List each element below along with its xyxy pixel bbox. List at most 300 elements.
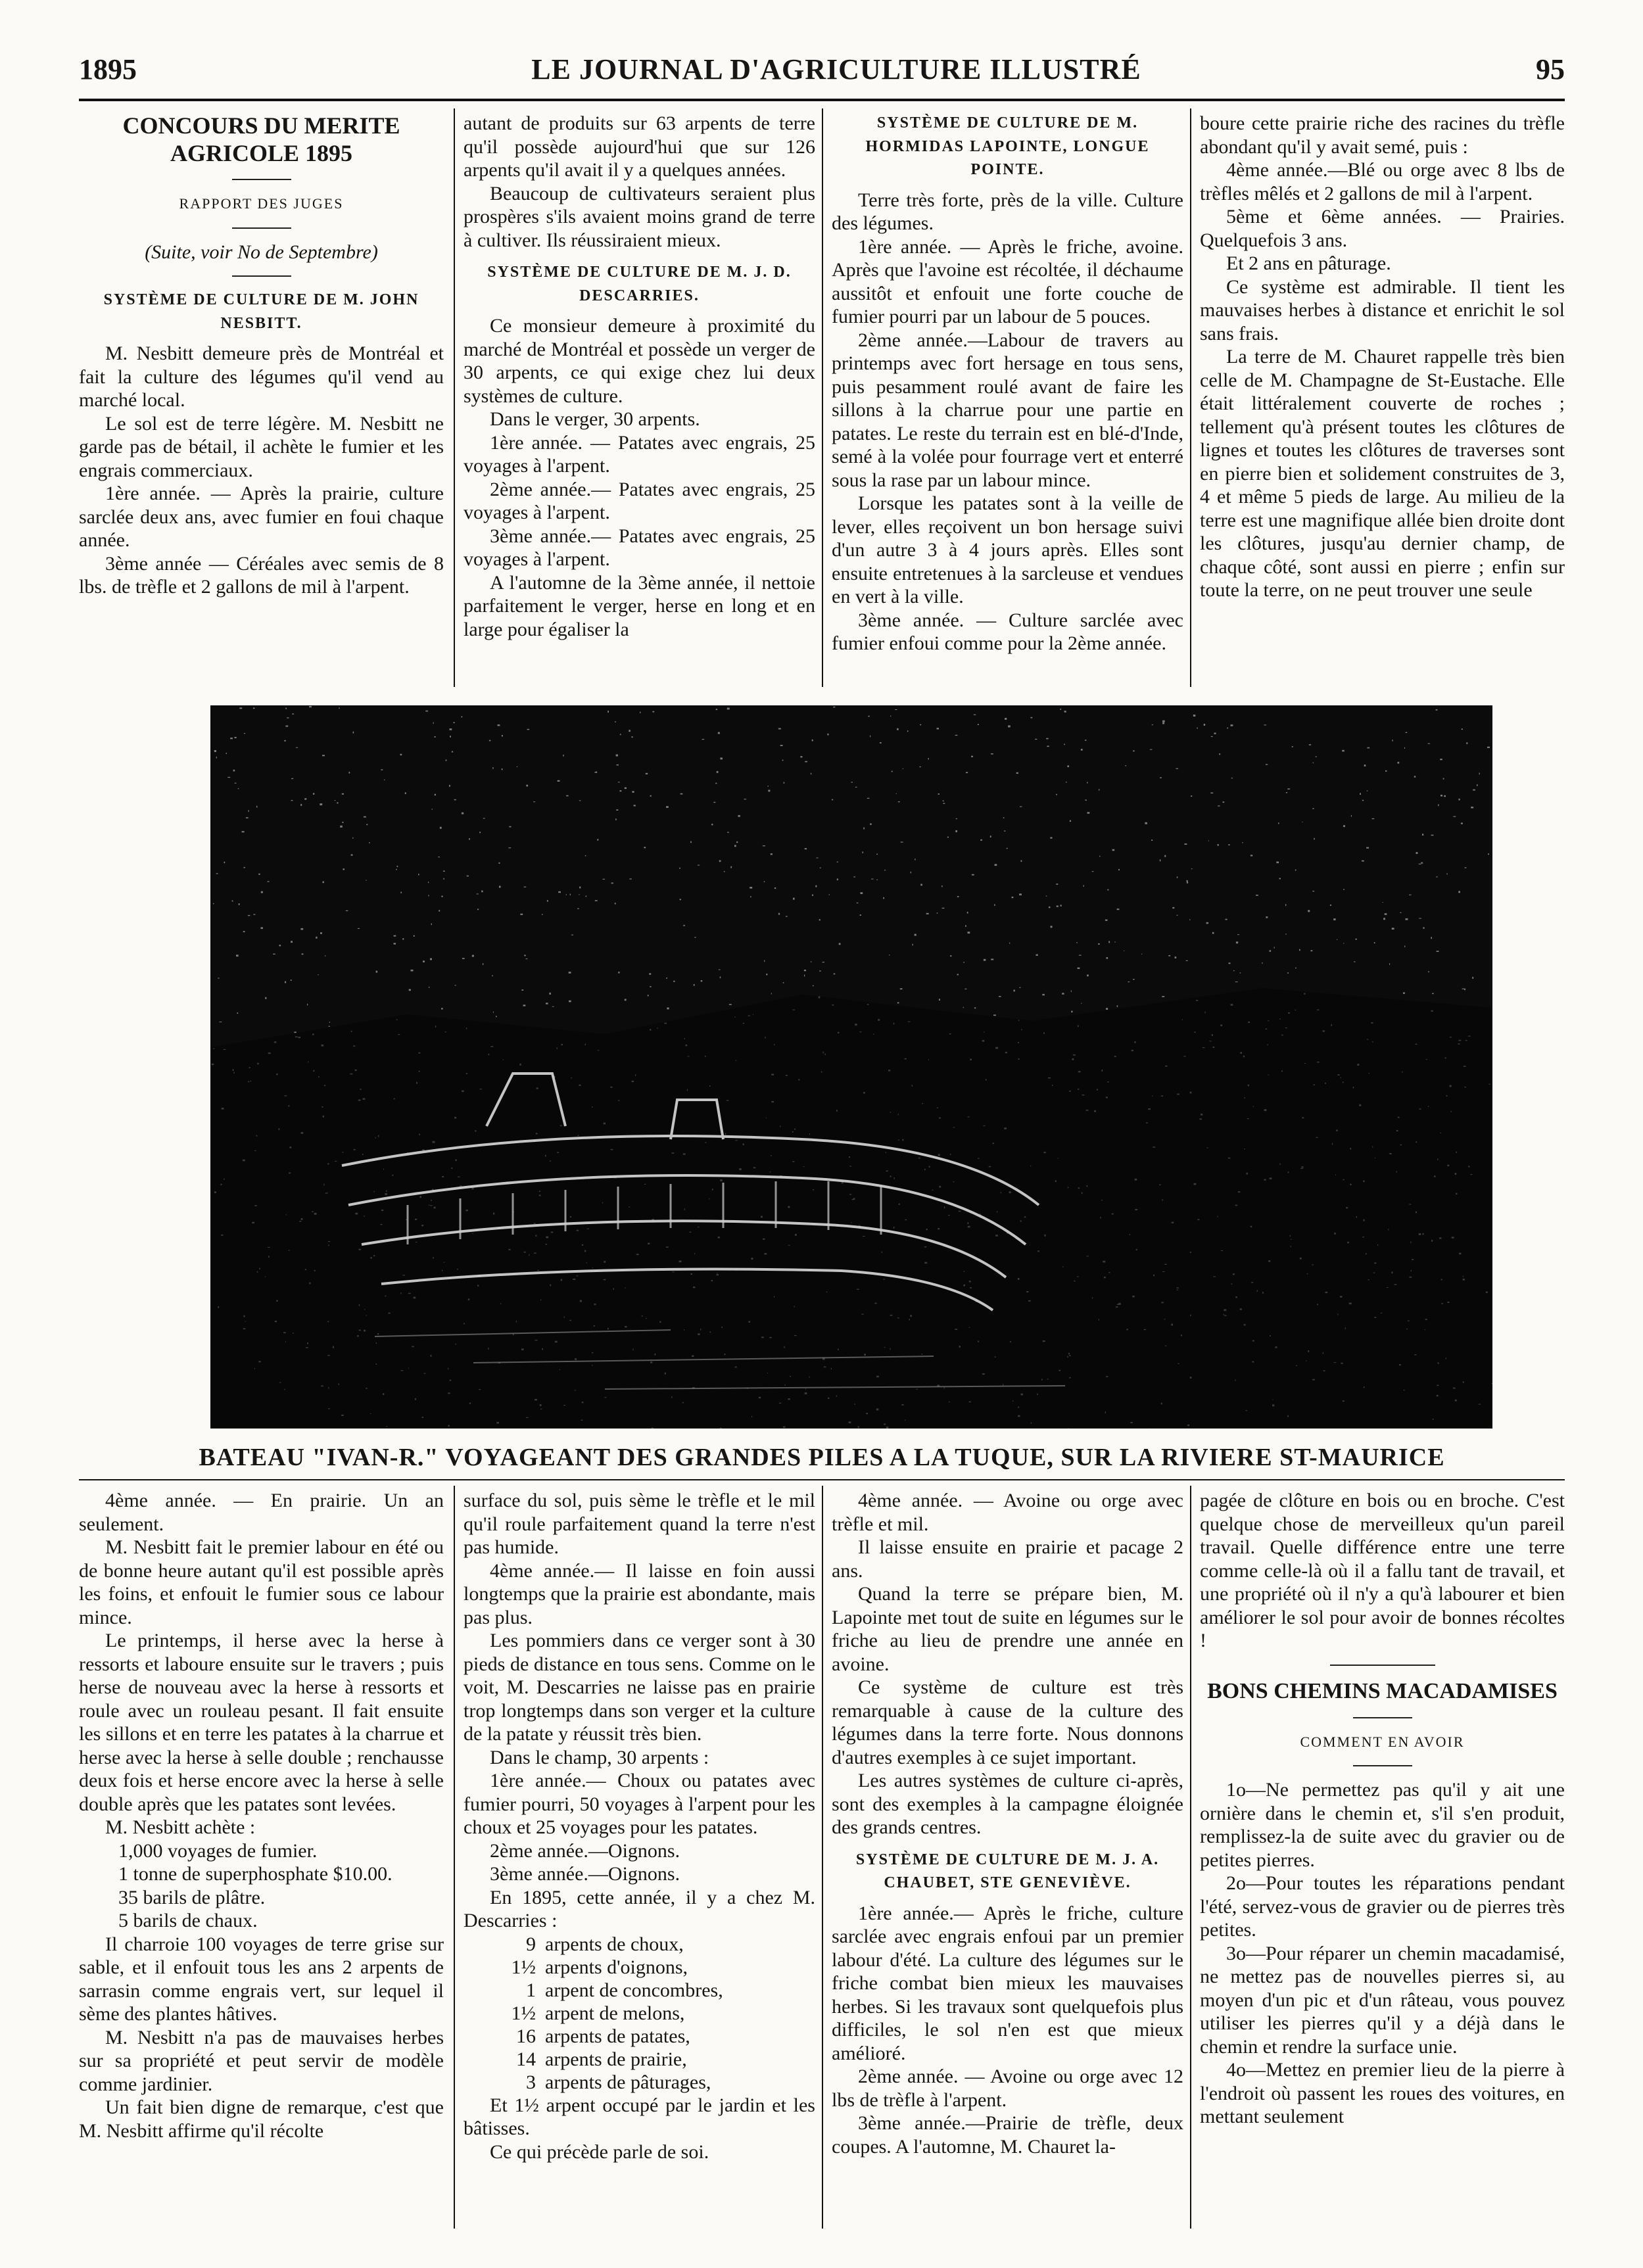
paragraph: En 1895, cette année, il y a chez M. Descarries : [464, 1886, 815, 1931]
purchase-item: 1,000 voyages de fumier. [118, 1839, 318, 1862]
photo-grain [1278, 822, 1279, 824]
photo-grain [496, 1016, 497, 1017]
photo-grain [829, 894, 830, 895]
paragraph: Dans le verger, 30 arpents. [490, 408, 700, 430]
photo-grain [569, 1001, 571, 1003]
photo-grain [381, 769, 383, 770]
photo-grain [698, 865, 700, 866]
photo-grain [620, 790, 622, 791]
photo-grain [666, 978, 667, 979]
paragraph: Et 1½ arpent occupé par le jardin et les bâtisses. [464, 2094, 815, 2139]
photo-grain [291, 980, 292, 981]
photo-grain [1020, 987, 1021, 988]
paragraph: M. Nesbitt demeure près de Montréal et fait la culture des légumes qu'il vend au marché local. [79, 343, 444, 411]
photo-grain [1051, 926, 1053, 928]
photo-grain [1416, 852, 1418, 854]
photo-grain [235, 783, 237, 784]
photo-grain [1292, 746, 1293, 747]
photo-grain [227, 777, 230, 778]
photo-grain [1064, 711, 1066, 713]
photo-grain [1406, 918, 1408, 920]
article-column-1-bottom [79, 1489, 444, 2232]
photo-grain [214, 750, 216, 752]
photo-grain [729, 1004, 732, 1005]
crop-label: arpents d'oignons, [545, 1956, 688, 1978]
photo-grain [1287, 788, 1290, 790]
photo-grain [1057, 906, 1059, 907]
crop-quantity: 1½ [511, 1956, 536, 1978]
photo-grain [750, 896, 751, 897]
crop-label: arpents de choux, [545, 1933, 684, 1955]
photo-grain [443, 878, 444, 880]
photo-grain [1444, 795, 1446, 797]
paragraph: Terre très forte, près de la ville. Culture des légumes. [832, 189, 1183, 234]
photo-grain [265, 997, 266, 999]
photo-grain [938, 793, 940, 795]
photo-grain [291, 941, 293, 943]
crop-quantity: 3 [526, 2071, 536, 2093]
photo-grain [285, 981, 286, 983]
list-item [464, 2002, 815, 2025]
photo-grain [666, 806, 669, 808]
photo-grain [261, 927, 263, 929]
photo-grain [955, 830, 957, 832]
paragraph: 4ème année. — Avoine ou orge avec trèfle et mil. [832, 1490, 1183, 1535]
photo-grain [991, 958, 993, 960]
photo-grain [804, 975, 805, 977]
steamboat-illustration [210, 705, 1492, 1429]
photo-grain [1256, 895, 1258, 896]
article-column-2-top [464, 112, 815, 684]
journal-title: LE JOURNAL D'AGRICULTURE ILLUSTRÉ [531, 53, 1141, 85]
photo-grain [898, 801, 900, 802]
photo-grain [316, 937, 317, 939]
photo-grain [1330, 905, 1331, 906]
photo-grain [1162, 722, 1164, 724]
photo-grain [428, 882, 429, 883]
photo-grain [690, 841, 692, 843]
photo-grain [307, 1004, 308, 1006]
paragraph: Un fait bien digne de remarque, c'est que M. Nesbitt affirme qu'il récolte [79, 2096, 444, 2142]
photo-grain [897, 1003, 899, 1004]
photo-grain [720, 757, 723, 759]
photo-grain [1458, 891, 1460, 893]
photo-grain [1431, 937, 1432, 939]
photo-grain [1071, 990, 1072, 992]
photo-grain [956, 818, 957, 819]
photo-grain [683, 925, 684, 926]
photo-grain [472, 955, 474, 957]
photo-grain [819, 970, 821, 971]
photo-grain [1356, 939, 1357, 940]
photo-grain [285, 708, 287, 709]
photo-grain [1175, 957, 1177, 958]
photo-grain [313, 793, 314, 795]
photo-grain [1176, 768, 1178, 769]
photo-grain [1204, 724, 1205, 726]
photo-grain [680, 899, 681, 900]
photo-grain [1168, 955, 1170, 957]
paragraph: Quand la terre se prépare bien, M. Lapointe met tout de suite en légumes sur le friche au lieu de prendre une année en avoine. [832, 1583, 1183, 1675]
photo-grain [607, 711, 609, 713]
photo-grain [246, 817, 249, 818]
photo-grain [509, 826, 511, 828]
photo-grain [1172, 907, 1174, 909]
paragraph: 4ème année.— Il laisse en foin aussi longtemps que la prairie est abondante, mais pas plus. [464, 1559, 815, 1628]
photo-grain [1087, 975, 1089, 977]
photo-grain [963, 1007, 964, 1008]
photo-grain [967, 912, 968, 914]
photo-grain [1036, 955, 1038, 956]
photo-grain [718, 732, 720, 734]
photo-grain [423, 960, 425, 962]
section-heading: SYSTÈME DE CULTURE DE M. HORMIDAS LAPOINTE, LONGUE POINTE. [865, 114, 1150, 178]
photo-grain [287, 717, 289, 718]
photo-grain [479, 832, 481, 833]
photo-grain [1193, 715, 1196, 717]
crop-label: arpent de melons, [545, 2002, 685, 2024]
photo-grain [768, 790, 770, 791]
photo-grain [1009, 943, 1010, 944]
divider [232, 227, 291, 229]
column-divider [822, 1486, 823, 2229]
photo-grain [1464, 989, 1465, 991]
photo-grain [943, 803, 945, 804]
photo-grain [1162, 996, 1164, 997]
photo-grain [717, 771, 719, 773]
photo-grain [1461, 822, 1463, 824]
photo-grain [394, 943, 396, 944]
paragraph: Il charroie 100 voyages de terre grise sur sable, et il enfouit tous les ans 2 arpents de sarrasin comme engrais vert, sur lequel il sème des plantes hâtives. [79, 1933, 444, 2025]
photo-grain [1443, 778, 1444, 780]
photo-grain [652, 711, 654, 713]
photo-grain [349, 772, 350, 774]
photo-grain [273, 954, 275, 955]
photo-grain [1233, 970, 1235, 971]
photo-grain [248, 915, 250, 916]
photo-grain [579, 894, 580, 895]
photo-grain [1242, 842, 1243, 843]
photo-grain [492, 767, 493, 769]
photo-grain [284, 740, 286, 742]
photo-grain [815, 886, 817, 887]
photo-grain [673, 981, 675, 982]
photo-grain [1385, 770, 1387, 772]
photo-grain [1423, 927, 1424, 928]
photo-grain [694, 984, 695, 986]
photo-grain [937, 728, 939, 729]
photo-grain [941, 886, 942, 887]
photo-grain [585, 855, 586, 856]
photo-grain [1404, 747, 1405, 749]
crop-quantity: 9 [526, 1933, 536, 1955]
photo-grain [1299, 949, 1300, 951]
column-divider [454, 1486, 455, 2229]
photo-grain [991, 753, 993, 755]
photo-grain [793, 898, 795, 900]
photo-grain [1185, 843, 1187, 845]
photo-grain [634, 805, 636, 806]
photo-grain [1279, 878, 1281, 880]
photo-grain [1403, 993, 1405, 994]
photo-grain [1343, 825, 1345, 827]
photo-grain [318, 974, 319, 975]
photo-grain [1441, 795, 1442, 797]
photo-grain [1398, 762, 1400, 764]
header-year: 1895 [79, 53, 137, 85]
photo-grain [224, 862, 226, 863]
photo-grain [1287, 972, 1289, 974]
photo-grain [897, 728, 899, 730]
photo-grain [629, 878, 632, 879]
photo-grain [443, 870, 445, 872]
photo-grain [477, 909, 479, 910]
photo-grain [239, 707, 242, 709]
photo-grain [1392, 928, 1394, 930]
photo-grain [1152, 724, 1153, 725]
photo-grain [603, 879, 606, 880]
paragraph: 2ème année.— Patates avec engrais, 25 voyages à l'arpent. [464, 478, 815, 523]
photo-grain [428, 895, 429, 896]
photo-grain [1428, 971, 1429, 972]
photo-grain [364, 816, 366, 818]
photo-grain [1107, 889, 1108, 891]
crop-quantity: 1½ [511, 2002, 536, 2024]
paragraph: 4ème année.—Blé ou orge avec 8 lbs de trèfles mêlés et 2 gallons de mil à l'arpent. [1200, 159, 1565, 204]
photo-grain [778, 728, 781, 730]
photo-grain [937, 912, 938, 913]
paragraph: 1ère année. — Patates avec engrais, 25 voyages à l'arpent. [464, 431, 815, 477]
header-rule [79, 99, 1565, 101]
photo-grain [833, 707, 835, 708]
photo-grain [1056, 884, 1058, 885]
photo-grain [394, 935, 396, 937]
photo-grain [834, 974, 836, 975]
photo-grain [1487, 747, 1490, 748]
photo-grain [868, 716, 869, 717]
photo-grain [450, 736, 451, 738]
photo-grain [950, 955, 951, 957]
photo-grain [402, 938, 404, 939]
photo-grain [1064, 744, 1065, 745]
photo-grain [235, 737, 237, 738]
photo-grain [1004, 830, 1005, 831]
photo-grain [1362, 800, 1364, 801]
photo-grain [701, 980, 703, 981]
photo-grain [1488, 853, 1489, 855]
photo-grain [1309, 744, 1311, 745]
photo-grain [1270, 950, 1272, 952]
photo-grain [1285, 933, 1287, 934]
photo-grain [715, 783, 717, 784]
photo-grain [1191, 795, 1192, 797]
photo-grain [339, 707, 340, 709]
photo-grain [351, 855, 353, 856]
photo-grain [1360, 793, 1361, 795]
photo-grain [597, 839, 598, 841]
photo-grain [579, 887, 581, 889]
photo-grain [405, 792, 406, 794]
photo-grain [569, 972, 571, 974]
photo-grain [440, 827, 442, 829]
column-divider [1190, 108, 1191, 687]
article-column-3-top [832, 112, 1183, 684]
photo-grain [1231, 724, 1233, 726]
photo-grain [771, 853, 773, 855]
paragraph: Les autres systèmes de culture ci-après, sont des exemples à la campagne éloignée des grands centres. [832, 1770, 1183, 1838]
photo-grain [629, 730, 631, 732]
photo-grain [418, 874, 419, 875]
photo-grain [586, 896, 587, 897]
photo-grain [926, 913, 929, 914]
photo-grain [1419, 918, 1421, 919]
photo-grain [1333, 918, 1335, 920]
photo-grain [957, 896, 959, 897]
photo-grain [965, 925, 966, 926]
photo-grain [1060, 709, 1061, 710]
photo-grain [242, 831, 245, 832]
photo-grain [1389, 963, 1390, 965]
photo-grain [972, 874, 974, 876]
purchase-item: 5 barils de chaux. [118, 1910, 258, 1931]
photo-grain [1020, 861, 1022, 862]
photo-grain [667, 1008, 669, 1010]
photo-grain [1062, 993, 1064, 995]
photo-grain [892, 771, 893, 772]
photo-grain [736, 841, 738, 843]
list-item [464, 1933, 815, 1956]
photo-grain [800, 756, 802, 757]
photo-grain [1007, 848, 1008, 849]
photo-grain [649, 973, 651, 975]
paragraph: M. Nesbitt fait le premier labour en été ou de bonne heure autant qu'il est possible après les foins, et enfouit le fumier sous ce labour mince. [79, 1536, 444, 1628]
photo-grain [863, 851, 864, 853]
photo-grain [498, 862, 500, 864]
rapport-subheading: RAPPORT DES JUGES [179, 195, 344, 212]
photo-grain [1372, 818, 1375, 819]
photo-grain [1067, 765, 1069, 767]
photo-grain [1108, 941, 1110, 943]
photo-grain [618, 972, 619, 973]
photo-grain [984, 959, 986, 961]
photo-grain [942, 908, 945, 909]
photo-grain [957, 974, 959, 976]
photo-grain [1446, 873, 1447, 874]
paragraph: Le sol est de terre légère. M. Nesbitt ne garde pas de bétail, il achète le fumier et les engrais commerciaux. [79, 412, 444, 481]
photo-grain [939, 999, 940, 1001]
photo-grain [827, 734, 828, 736]
photo-grain [279, 945, 281, 946]
paragraph: 2ème année. — Avoine ou orge avec 12 lbs de trèfle à l'arpent. [832, 2066, 1183, 2111]
paragraph: Ce monsieur demeure à proximité du marché de Montréal et possède un verger de 30 arpents, ce qui exige chez lui deux systèmes de culture. [464, 315, 815, 407]
photo-grain [1218, 805, 1220, 806]
photo-grain [1081, 1003, 1082, 1004]
photo-grain [441, 1008, 443, 1009]
photo-grain [233, 770, 235, 772]
photo-grain [724, 871, 725, 872]
photo-grain [454, 722, 455, 723]
paragraph: 1ère année. — Après la prairie, culture sarclée deux ans, avec fumier en foui chaque année. [79, 483, 444, 551]
photo-grain [1295, 870, 1297, 871]
photo-grain [346, 910, 348, 911]
paragraph: 3ème année.—Prairie de trèfle, deux coupes. A l'automne, M. Chauret la- [832, 2112, 1183, 2158]
photo-grain [876, 854, 878, 855]
paragraph: Les pommiers dans ce verger sont à 30 pieds de distance en tous sens. Comme on le voit, M. Descarries ne laisse pas en prairie trop longtemps dans son verger et la culture de la patate y réussit très bien. [464, 1630, 815, 1745]
photo-grain [900, 988, 903, 989]
photo-grain [1342, 750, 1345, 752]
photo-grain [1083, 885, 1084, 887]
divider [1353, 1717, 1412, 1718]
photo-grain [1473, 790, 1475, 791]
photo-grain [738, 815, 740, 817]
photo-grain [358, 928, 360, 929]
photo-grain [1229, 962, 1231, 964]
photo-grain [1421, 862, 1423, 864]
photo-grain [616, 755, 618, 757]
paragraph: surface du sol, puis sème le trèfle et le mil qu'il roule parfaitement quand la terre n'est pas humide. [464, 1490, 815, 1558]
photo-grain [441, 896, 443, 897]
photo-grain [446, 760, 447, 761]
photo-grain [439, 910, 440, 911]
photo-grain [778, 913, 780, 915]
photo-grain [1145, 822, 1147, 824]
photo-grain [711, 824, 713, 825]
article-column-4-bottom [1200, 1489, 1565, 2232]
photo-grain [1187, 882, 1188, 884]
photo-grain [1160, 859, 1161, 861]
photo-grain [1186, 960, 1188, 961]
photo-caption: BATEAU "IVAN-R." VOYAGEANT DES GRANDES PILES A LA TUQUE, SUR LA RIVIERE ST-MAURICE [199, 1444, 1445, 1471]
photo-grain [244, 733, 245, 734]
photo-grain [616, 809, 618, 811]
photo-grain [309, 706, 312, 707]
photo-grain [1164, 855, 1166, 857]
photo-grain [1012, 897, 1014, 898]
paragraph: M. Nesbitt n'a pas de mauvaises herbes sur sa propriété et peut servir de modèle comme jardinier. [79, 2026, 444, 2095]
photo-grain [1133, 979, 1134, 980]
photo-grain [258, 874, 260, 875]
photo-grain [396, 869, 397, 870]
photo-grain [1479, 773, 1480, 775]
photo-grain [679, 868, 680, 869]
purchase-item: 35 barils de plâtre. [118, 1886, 266, 1908]
photo-grain [1085, 740, 1086, 741]
photo-grain [1219, 753, 1220, 755]
section-heading: SYSTÈME DE CULTURE DE M. J. D. DESCARRIES. [487, 264, 792, 304]
paragraph: A l'automne de la 3ème année, il nettoie parfaitement le verger, herse en long et en large pour égaliser la [464, 571, 815, 640]
photo-grain [819, 919, 821, 921]
photo-grain [611, 883, 613, 884]
photo-grain [558, 780, 560, 782]
photo-grain [435, 794, 436, 795]
photo-grain [1162, 721, 1165, 722]
photo-grain [320, 803, 322, 805]
photo-grain [239, 903, 240, 905]
photo-grain [1264, 724, 1266, 725]
photo-grain [615, 903, 616, 904]
photo-grain [993, 1014, 996, 1016]
crop-quantity: 1 [526, 1979, 536, 2001]
photo-grain [895, 709, 897, 710]
photo-grain [462, 813, 464, 815]
paragraph: autant de produits sur 63 arpents de terre qu'il possède aujourd'hui que sur 126 arpents qu'il avait il y a quelques années. [464, 112, 815, 181]
photo-grain [702, 739, 705, 740]
photo-grain [968, 932, 970, 933]
photo-grain [1208, 840, 1209, 841]
photo-grain [1076, 942, 1077, 943]
article-column-2-bottom [464, 1489, 815, 2232]
photo-grain [1312, 808, 1314, 809]
